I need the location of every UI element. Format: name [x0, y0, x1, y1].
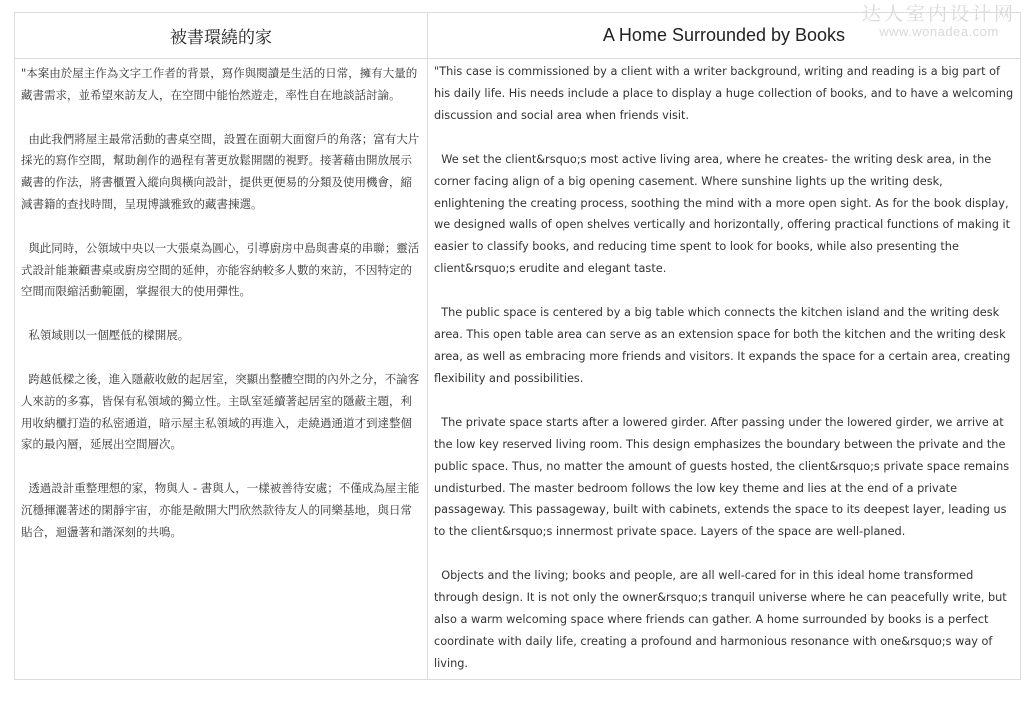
paragraph-cn-3: 與此同時，公領域中央以一大張桌為圓心，引導廚房中島與書桌的串聯；靈活式設計能兼顧書桌或廚房空間的延伸，亦能容納較多人數的來訪，不因特定的空間而限縮活動範圍，掌握很大的使用彈性。: [21, 240, 420, 299]
paragraph-cn-2: 由此我們將屋主最常活動的書桌空間，設置在面朝大面窗戶的角落；富有大片採光的寫作空間，幫助創作的過程有著更放鬆開闊的視野。接著藉由開放展示藏書的作法，將書櫃置入縱向與橫向設計，提供更便易的分類及使用機會，縮減書籍的查找時間，呈現博識雅致的藏書揀選。: [21, 131, 420, 211]
content-row: [15, 59, 1021, 680]
header-row: [15, 13, 1021, 59]
paragraph-cn-4: 私領域則以一個壓低的樑開展。: [21, 328, 190, 343]
header-english: A Home Surrounded by Books: [428, 13, 1021, 59]
watermark-url: www.wonadea.com: [879, 23, 999, 39]
english-text-cell: [428, 59, 1021, 680]
watermark-brand: 达人室内设计网: [861, 3, 1016, 25]
paragraph-cn-5: 跨越低樑之後，進入隱蔽收斂的起居室，突顯出整體空間的內外之分，不論客人來訪的多寡，皆保有私領域的獨立性。主臥室延續著起居室的隱蔽主題，利用收納櫃打造的私密通道，暗示屋主私領域的再進入，走繞過通道才到達整個家的最內層，延展出空間層次。: [21, 371, 420, 452]
paragraph-en-1: "This case is commissioned by a client with a writer background, writing and reading is a big part of his daily life. His needs include a place to display a huge collection of books, and to have a welcoming discussion and social area when friends visit.: [434, 65, 1017, 122]
paragraph-en-5: Objects and the living; books and people, are all well-cared for in this ideal home transformed through design. It is not only the owner&rsquo;s tranquil universe where he can peacefully write, but also a warm welcoming space where friends can gather. A home surrounded by books is a perfect coordinate with daily life, creating a profound and harmonious resonance with one&rsquo;s way of living.: [434, 569, 1011, 670]
chinese-text-cell: [15, 59, 428, 680]
paragraph-en-3: The public space is centered by a big table which connects the kitchen island and the writing desk area. This open table area can serve as an extension space for both the kitchen and the writing desk area, as well as embracing more friends and visitors. It expands the space for a certain area, creating flexibility and possibilities.: [434, 306, 1014, 385]
paragraph-en-4: The private space starts after a lowered girder. After passing under the lowered girder, we arrive at the low key reserved living room. This design emphasizes the boundary between the private and the public space. Thus, no matter the amount of guests hosted, the client&rsquo;s private space remains undisturbed. The master bedroom follows the low key theme and lies at the end of a private passageway. This passageway, built with cabinets, extends the space to its deepest layer, leading us to the client&rsquo;s innermost private space. Layers of the space are well-planed.: [434, 415, 1013, 539]
paragraph-en-2: We set the client&rsquo;s most active living area, where he creates- the writing desk area, in the corner facing align of a big opening casement. Where sunshine lights up the writing desk, enlightening the creating process, soothing the mind with a more open sight. As for the book display, we designed walls of open shelves vertically and horizontally, offering practical functions of making it easier to classify books, and reducing time spent to look for books, while also presenting the client&rsquo;s erudite and elegant taste.: [434, 152, 1014, 276]
paragraph-cn-6: 透過設計重整理想的家，物與人 - 書與人，一樣被善待安處；不僅成為屋主能沉穩揮灑著述的閑靜宇宙，亦能是敞開大門欣然款待友人的同樂基地，與日常貼合，迴盪著和諧深刻的共鳴。: [21, 481, 420, 539]
header-chinese: 被書環繞的家: [15, 13, 428, 59]
paragraph-cn-1: "本案由於屋主作為文字工作者的背景，寫作與閱讀是生活的日常，擁有大量的藏書需求，並希望來訪友人，在空間中能怡然遊走，率性自在地談話討論。: [21, 66, 418, 102]
bilingual-table: [14, 12, 1021, 680]
